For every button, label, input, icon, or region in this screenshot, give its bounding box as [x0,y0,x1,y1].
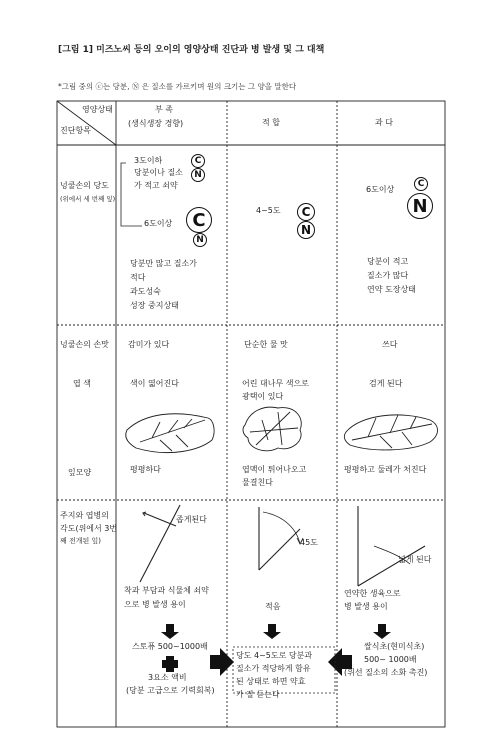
measure-col1-line3: 스토퓨 500~1000배 [132,642,208,651]
measure-col3-line1: 연약한 생육으로 [344,589,401,598]
row-label-angle-2: 각도(위에서 3번 [60,524,118,533]
row-label-leaf-shape: 잎모양 [68,468,92,477]
row-label-tendril-taste: 넝쿨손의 손맛 [60,340,109,349]
sugar-circle-small: C [191,154,205,168]
shape-col3: 평평하고 둘레가 처진다 [344,465,427,474]
tendril-col1-high: 6도이상 [144,219,173,228]
tendril-col1-desc2: 적다 [130,273,146,282]
measure-col2-line2: 당도 4~5도로 당분과 [236,651,313,660]
shape-col2-line2: 물결친다 [242,478,273,487]
header-nutrition-state: 영양상태 [82,105,113,114]
tendril-col1-desc4: 성장 중지상태 [130,301,179,310]
tendril-col3-desc2: 질소가 많다 [367,271,409,280]
measure-col3-line4: 500~ 1000배 [364,655,417,664]
tendril-col1-low: 3도이하 [134,156,163,165]
row-label-tendril-sugar: 넝쿨손의 당도 [60,181,109,190]
tendril-col3-desc1: 당분이 적고 [367,257,409,266]
measure-col2-line3: 질소가 적당하게 함유 [236,664,311,673]
nitrogen-circle-small: N [193,233,207,247]
taste-col2: 단순한 물 맛 [244,340,288,349]
figure-note: *그림 중의 ⓒ는 당분, Ⓝ 은 질소를 가르키며 원의 크기는 그 양을 말한다 [58,82,297,91]
tendril-col1-desc1: 당분만 많고 질소가 [130,259,197,268]
color-col2-line1: 어린 대나무 색으로 [242,379,309,388]
shape-col2-line1: 엽맥이 튀어나오고 [242,465,307,474]
header-diagnosis-item: 진단항목 [60,126,91,135]
tendril-col2-value: 4~5도 [256,206,281,215]
measure-col2-line1: 적음 [265,602,281,611]
nitrogen-circle-small: N [191,168,205,182]
measure-col1-line4: 3요소 액비 [148,673,187,682]
angle-col3: 넓게 된다 [398,555,432,564]
header-col-excess: 과 다 [375,118,393,127]
measure-col2-line5: 가 잘 듣는다 [236,690,280,699]
header-col-adequate: 적 합 [262,118,280,127]
measure-col3-line5: (위선 질소의 소화 촉진) [344,668,428,677]
sugar-circle-small: C [414,177,428,191]
row-sublabel-tendril-sugar: (위에서 세 번째 잎) [60,195,116,203]
color-col2-line2: 광택이 있다 [242,392,284,401]
header-col-deficient: 부 족 [155,105,173,114]
sugar-circle-large: C [186,207,212,233]
taste-col3: 쓰다 [382,340,398,349]
row-label-angle-3: 째 전개된 잎) [60,537,101,545]
shape-col1: 평평하다 [130,465,161,474]
measure-col3-line3: 쌀식초(현미식초) [364,642,425,651]
measure-col3-line2: 병 발생 용이 [344,602,388,611]
nitrogen-circle-medium: N [297,221,315,239]
tendril-col3-value: 6도이상 [366,185,395,194]
tendril-col1-low-desc1: 당분이나 질소 [134,168,183,177]
angle-col2: 45도 [300,538,318,547]
row-label-leaf-color: 엽 색 [73,379,91,388]
nitrogen-circle-large: N [407,193,433,219]
measure-col1-line5: (당분 고급으로 기력회복) [126,686,215,695]
measure-col2-line4: 된 상태로 하면 약효 [236,677,306,686]
color-col1: 색이 엷어진다 [130,379,179,388]
color-col3: 검게 된다 [369,379,403,388]
taste-col1: 감미가 있다 [128,340,170,349]
measure-col1-line2: 으로 병 발생 용이 [124,600,186,609]
sugar-circle-medium: C [297,203,315,221]
tendril-col3-desc3: 연약 도장상태 [367,285,416,294]
measure-col1-line1: 착과 부담과 식물체 쇠약 [124,586,209,595]
tendril-col1-low-desc2: 가 적고 쇠약 [134,181,178,190]
angle-col1: 좁게된다 [176,515,207,524]
row-label-angle-1: 주지와 엽병의 [60,511,109,520]
figure-title: [그림 1] 미즈노씨 등의 오이의 영양상태 진단과 병 발생 및 그 대책 [58,45,325,55]
tendril-col1-desc3: 과도성숙 [130,287,161,296]
header-col-deficient-sub: (생식생장 경향) [128,119,184,128]
